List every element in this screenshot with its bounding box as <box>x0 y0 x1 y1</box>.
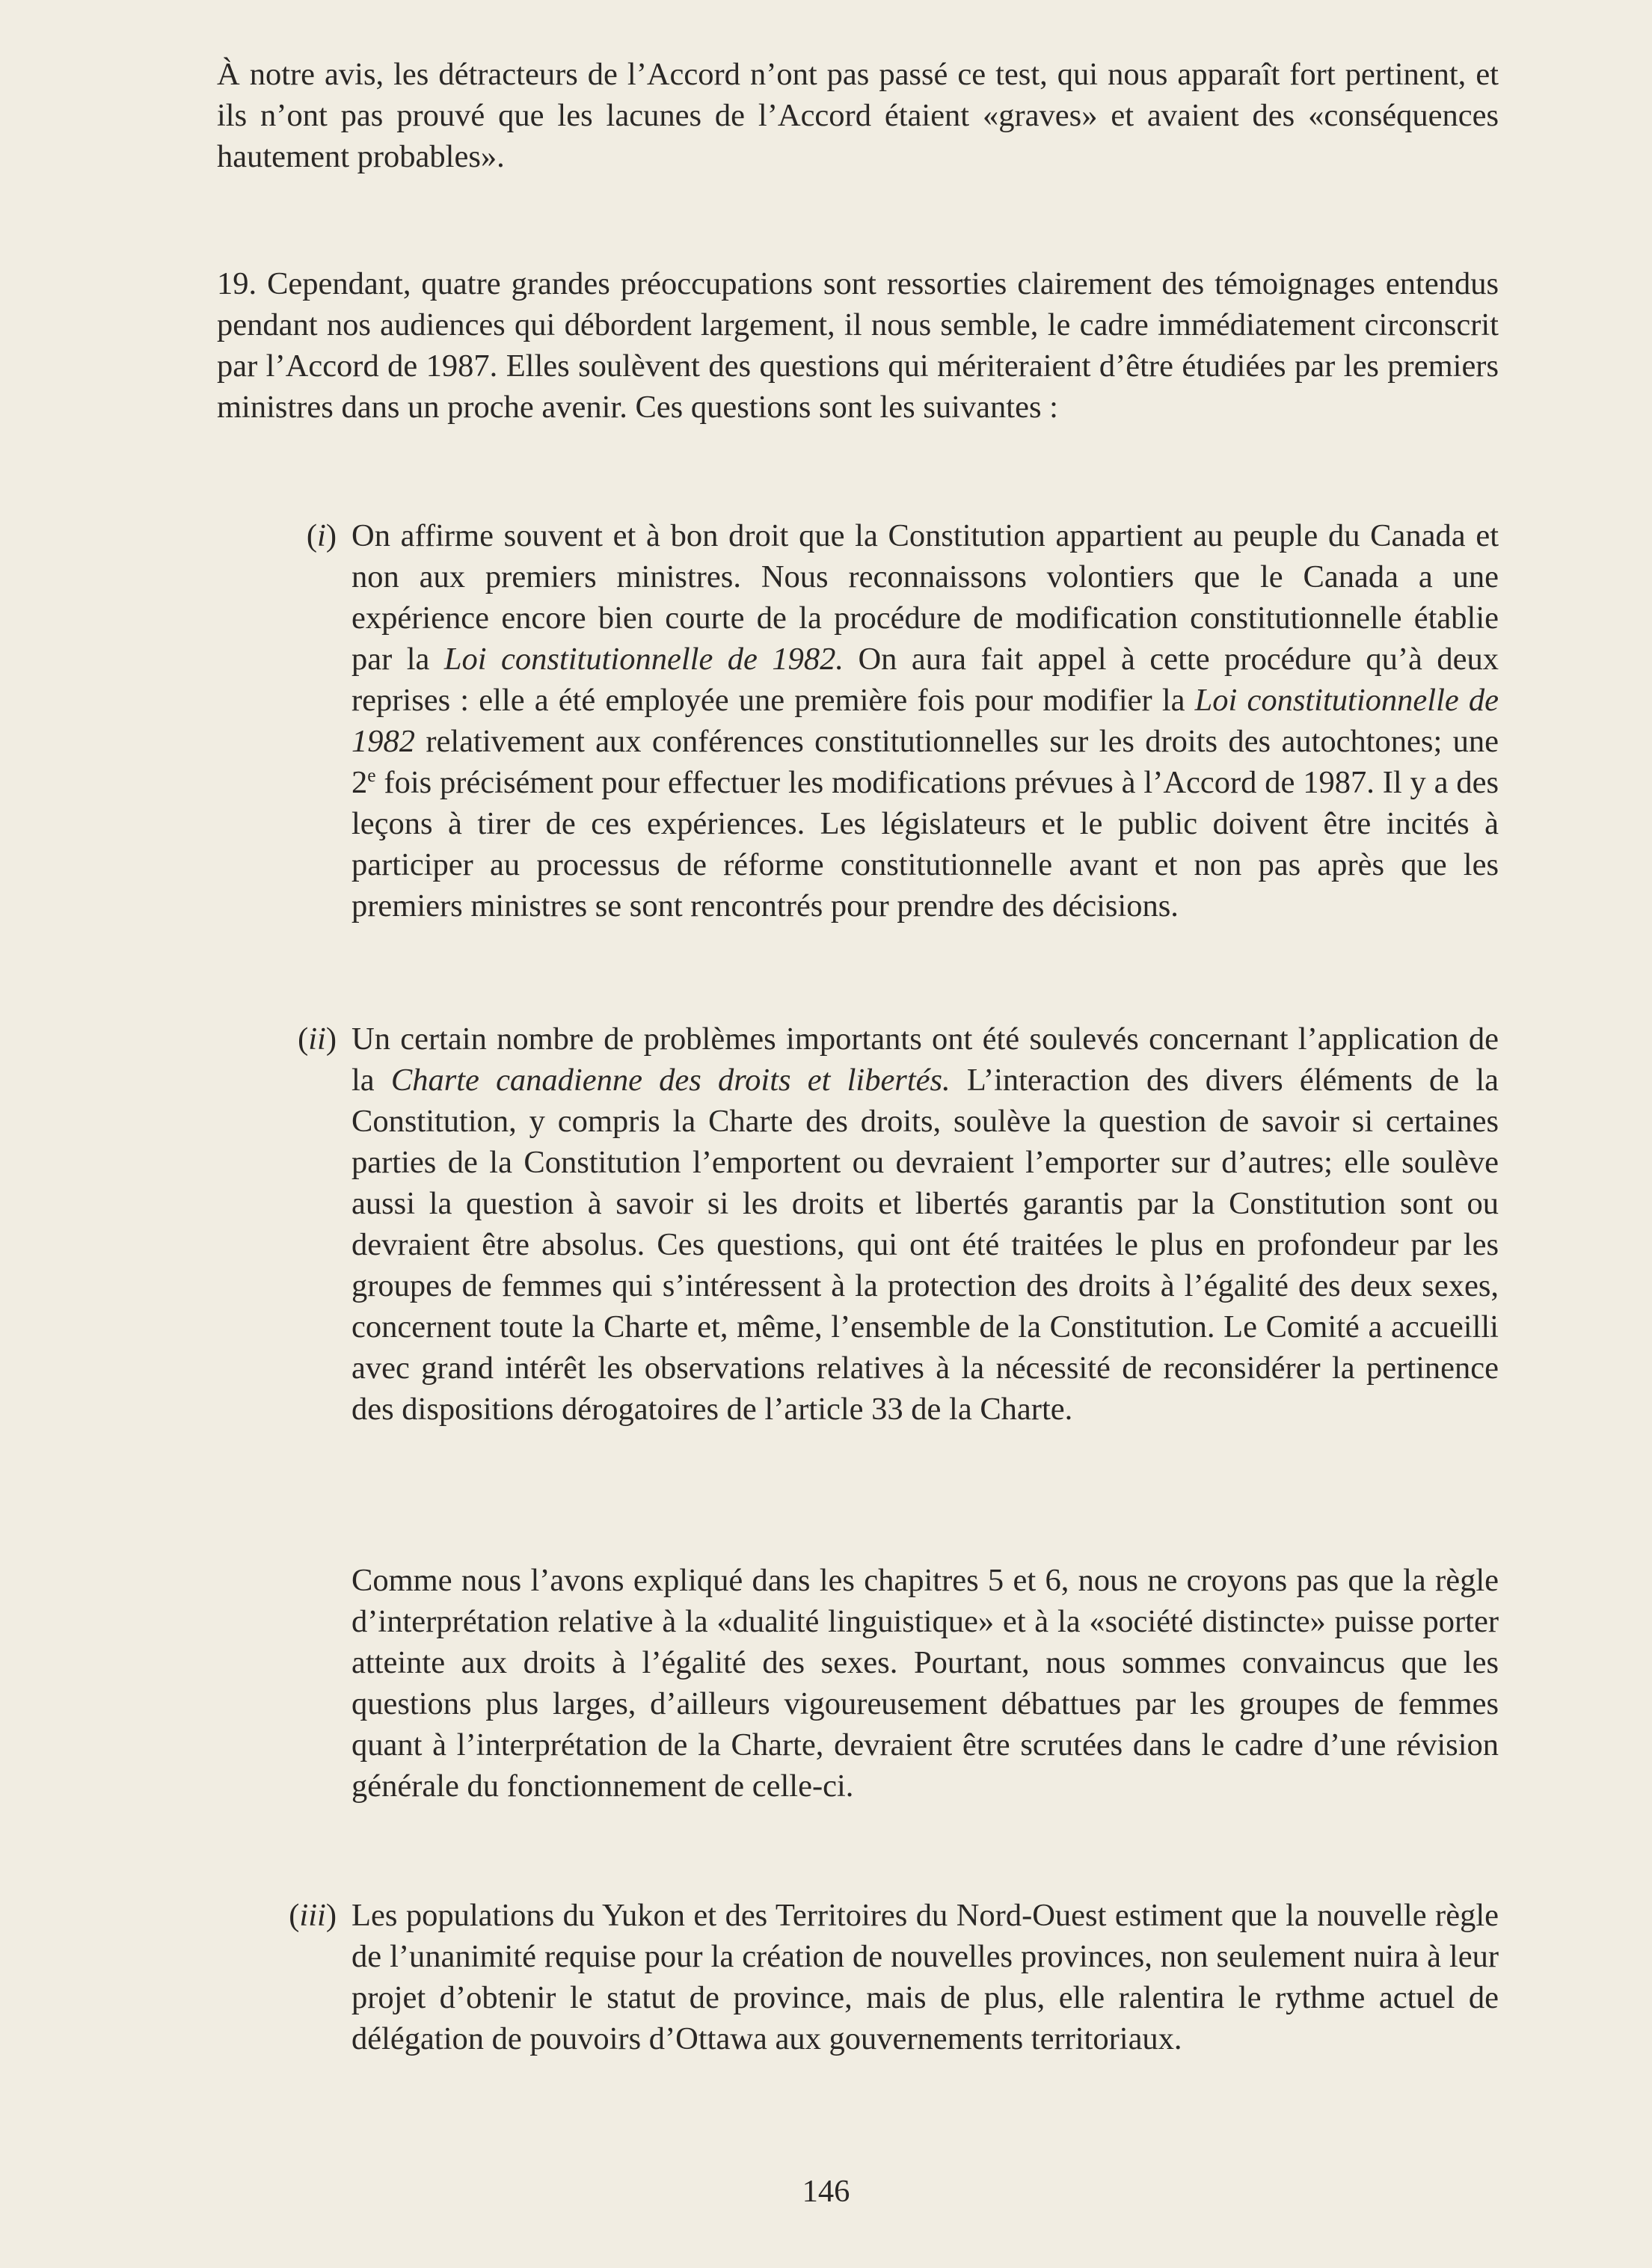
item-iii-label: (iii) <box>289 1898 337 1933</box>
item-i-italic-2: Loi constitutionnelle de 1982 <box>351 683 1499 759</box>
item-iii-numeral: iii <box>299 1898 326 1933</box>
item-i-numeral: i <box>317 518 326 553</box>
item-i-superscript: e <box>367 763 376 786</box>
item-ii-italic-1: Charte canadienne des droits et libertés. <box>390 1063 951 1098</box>
item-i-italic-1: Loi constitutionnelle de 1982. <box>443 642 844 677</box>
item-ii-text: Un certain nombre de problèmes importants ont été soulevés concernant l’application de la Charte canadienne des droits et libertés. L’interaction des divers éléments de la Constitution, y compris la Charte des droits, soulève la question de savoir si certaines parties de la Constitution l’emportent ou devraient l’emporter sur d’autres; elle soulève aussi la question à savoir si les droits et libertés garantis par la Constitution sont ou devraient être absolus. Ces questions, qui ont été traitées le plus en profondeur par les groupes de femmes qui s’intéressent à la protection des droits à l’égalité des deux sexes, concernent toute la Charte et, même, l’ensemble de la Constitution. Le Comité a accueilli avec grand intérêt les observations relatives à la nécessité de reconsidérer la pertinence des dispositions dérogatoires de l’article 33 de la Charte. <box>351 1021 1499 1427</box>
item-ii-numeral: ii <box>308 1021 326 1057</box>
item-i-text: On affirme souvent et à bon droit que la Constitution appartient au peuple du Canada et non aux premiers ministres. Nous reconnaissons volontiers que le Canada a une expérience encore bien courte de la procédure de modification constitutionnelle établie par la Loi constitutionnelle de 1982. On aura fait appel à cette procédure qu’à deux reprises : elle a été employée une première fois pour modifier la Loi constitutionnelle de 1982 relativement aux conférences constitutionnelles sur les droits des autochtones; une 2e fois précisément pour effectuer les modifications prévues à l’Accord de 1987. Il y a des leçons à tirer de ces expériences. Les législateurs et le public doivent être incités à participer au processus de réforme constitutionnelle avant et non pas après que les premiers ministres se sont rencontrés pour prendre des décisions. <box>351 518 1499 924</box>
item-iii-text: Les populations du Yukon et des Territoires du Nord-Ouest estiment que la nouvelle règle de l’unanimité requise pour la création de nouvelles provinces, non seulement nuira à leur projet d’obtenir le statut de province, mais de plus, elle ralentira le rythme actuel de délégation de pouvoirs d’Ottawa aux gouvernements territoriaux. <box>351 1898 1499 2056</box>
item-i-label: (i) <box>306 518 337 553</box>
item-ii-label: (ii) <box>298 1021 337 1057</box>
paragraph-19: 19. Cependant, quatre grandes préoccupations sont ressorties clairement des témoignages entendus pendant nos audiences qui débordent largement, il nous semble, le cadre immédiatement circonscrit par l’Accord de 1987. Elles soulèvent des questions qui mériteraient d’être étudiées par les premiers ministres dans un proche avenir. Ces questions sont les suivantes : <box>217 266 1499 425</box>
paragraph-intro: À notre avis, les détracteurs de l’Accord n’ont pas passé ce test, qui nous apparaît fort pertinent, et ils n’ont pas prouvé que les lacunes de l’Accord étaient «graves» et avaient des «conséquences hautement probables». <box>217 57 1499 174</box>
page-number: 146 <box>802 2174 850 2209</box>
item-ii-continuation: Comme nous l’avons expliqué dans les chapitres 5 et 6, nous ne croyons pas que la règle d’interprétation relative à la «dualité linguistique» et à la «société distincte» puisse porter atteinte aux droits à l’égalité des sexes. Pourtant, nous sommes convaincus que les questions plus larges, d’ailleurs vigoureusement débattues par les groupes de femmes quant à l’interprétation de la Charte, devraient être scrutées dans le cadre d’une révision générale du fonctionnement de celle-ci. <box>351 1563 1499 1804</box>
